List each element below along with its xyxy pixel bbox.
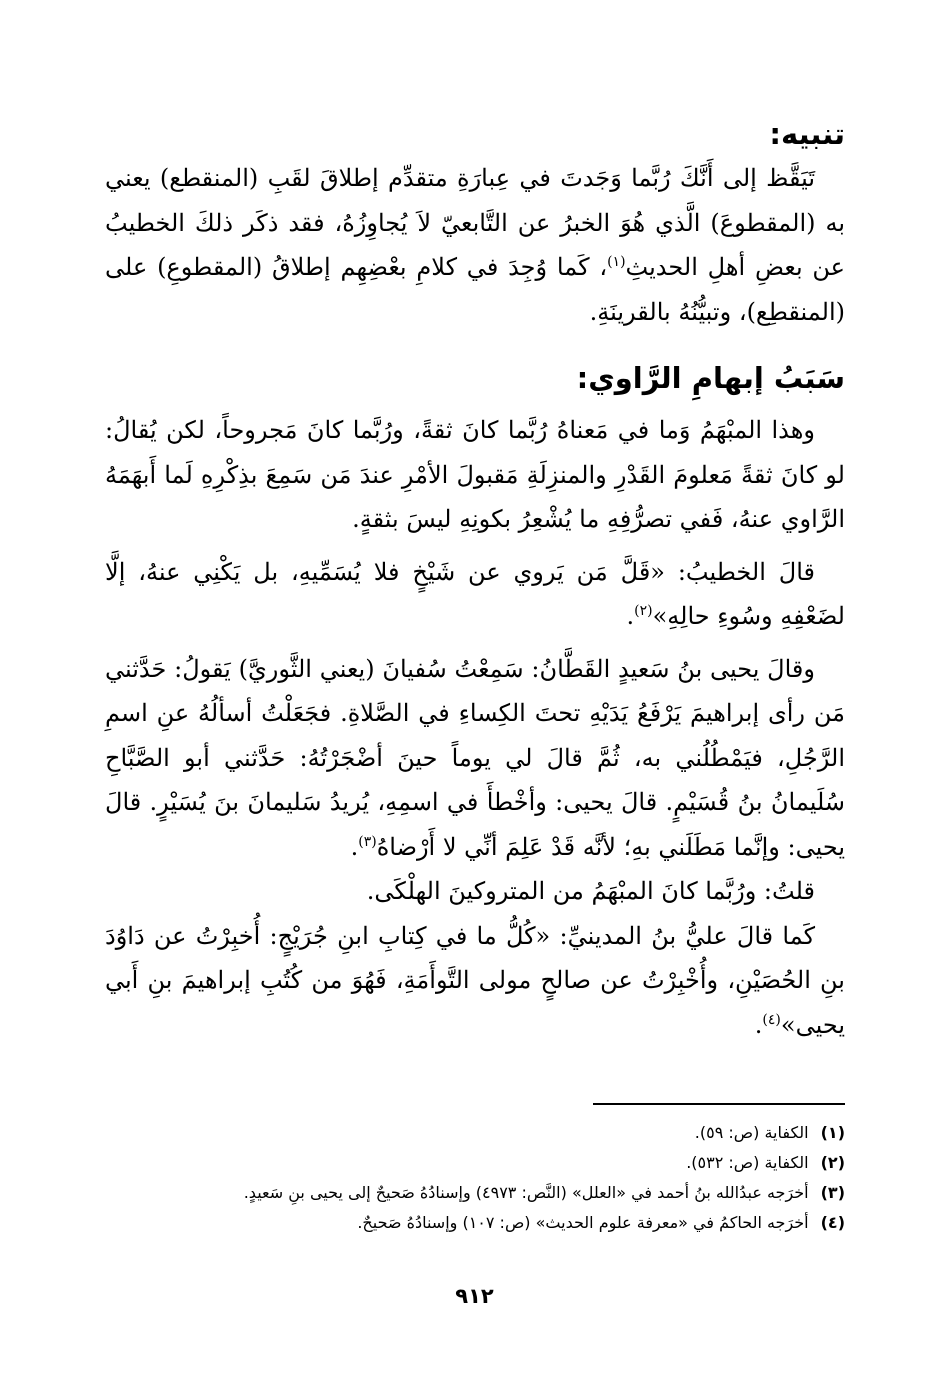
spacer <box>105 400 845 408</box>
footnote-text: أخرَجه الحاكمُ في «معرفة علوم الحديث» (ص: ١٠٧) وإسنادُهُ صَحيحٌ. <box>357 1213 809 1232</box>
paragraph-madini <box>105 914 845 1048</box>
paragraph-tail: . <box>626 602 635 630</box>
footnote-number: (١) <box>820 1123 845 1142</box>
paragraph-text: كَما قالَ عليُّ بنُ المدينيِّ: «كُلُّ ما في كِتابِ ابنِ جُرَيْجٍ: أُخبِرْتُ عن دَاوُدَ بنِ الحُصَيْنِ، وأُخْبِرْتُ عن صالحٍ مولى التَّوأَمَةِ، فَهُوَ من كُتُبِ إبراهيمَ بنِ أَبي يحيى» <box>105 921 845 1039</box>
paragraph-text: وهذا المبْهَمُ وَما في مَعناهُ رُبَّما كانَ ثقةً، ورُبَّما كانَ مَجروحاً، لكن يُقالُ: لو كانَ ثقةً مَعلومَ القَدْرِ والمنزِلَةِ مَقبولَ الأمْرِ عندَ مَن سَمِعَ بذِكْرِهِ لَما أَبهَمَهُ الرَّاوي عنهُ، فَفي تصرُّفِهِ ما يُشْعِرُ بكونِهِ ليسَ بثقةٍ. <box>105 416 845 533</box>
footnote-ref[interactable]: (٣) <box>358 833 377 850</box>
footnote-text: الكفاية (ص: ٥٣٢). <box>686 1153 809 1172</box>
paragraph-text: تَيَقَّظ إلى أَنَّكَ رُبَّما وَجَدتَ في عِبارَةِ متقدِّم إطلاقَ لقَبِ (المنقطع) يعني به (المقطوعَ) الَّذي هُوَ الخبرُ عن التَّابعيّ لاَ يُجاوِزُهُ، فقد ذكَر ذلكَ الخطيبُ عن بعضِ أهلِ الحديثِ <box>105 164 846 281</box>
paragraph-qultu <box>105 869 845 914</box>
footnote-text: الكفاية (ص: ٥٩). <box>694 1123 809 1142</box>
footnote-number: (٤) <box>820 1213 845 1232</box>
spacer <box>105 639 845 647</box>
footnote-ref[interactable]: (١) <box>607 254 626 270</box>
section-heading-tanbih: تنبيه: <box>769 117 845 151</box>
footnote-ref[interactable]: (٤) <box>762 1011 781 1028</box>
footnote-divider <box>593 1103 845 1105</box>
paragraph-text: قلتُ: ورُبَّما كانَ المبْهَمُ من المتروكينَ الهلْكَى. <box>366 877 815 905</box>
paragraph-khatib <box>105 550 845 639</box>
paragraph-text: قالَ الخطيبُ: «قَلَّ مَن يَروي عن شَيْخٍ فلا يُسَمِّيهِ، بل يَكْنِي عنهُ، إلَّا لضَعْفِهِ وسُوءِ حالِهِ» <box>105 557 845 630</box>
section-heading-narrator: سَبَبُ إبهامِ الرَّاوي: <box>576 361 845 395</box>
spacer <box>105 542 845 550</box>
spacer <box>105 334 845 356</box>
paragraph-yahya <box>105 647 845 870</box>
footnote-item <box>105 1148 845 1178</box>
footnote-number: (٣) <box>820 1183 845 1202</box>
footnote-number: (٢) <box>820 1153 845 1172</box>
paragraph-mubham <box>105 408 845 542</box>
page-number: ٩١٢ <box>455 1284 494 1308</box>
paragraph-tail: ، كَما وُجِدَ في كلامِ بعْضِهِم إطلاقُ (المقطوعِ) على (المنقطِع)، وتبيُّنُهُ بالقرينَةِ. <box>105 253 845 326</box>
footnote-ref[interactable]: (٢) <box>634 603 653 619</box>
footnote-item <box>105 1178 845 1208</box>
footnote-item <box>105 1118 845 1148</box>
paragraph-tail: . <box>350 832 359 861</box>
footnote-text: أخرَجه عبدُالله بنُ أحمد في «العلل» (النَّص: ٤٩٧٣) وإسنادُهُ صَحيحٌ إلى يحيى بنِ سَعيدٍ. <box>243 1183 809 1202</box>
footnote-item <box>105 1208 845 1238</box>
paragraph-tail: . <box>754 1010 763 1039</box>
main-text <box>105 112 845 1047</box>
paragraph-tanbih <box>105 156 845 334</box>
paragraph-text: وقالَ يحيى بنُ سَعيدٍ القَطَّانُ: سَمِعْتُ سُفيانَ (يعني الثَّوريَّ) يَقولُ: حَدَّثني مَن رأى إبراهيمَ يَرْفَعُ يَدَيْهِ تحتَ الكِساءِ في الصَّلاةِ. فجَعَلْتُ أسألُهُ عنِ اسمِ الرَّجُلِ، فيَمْطُلُني به، ثُمَّ قالَ لي يوماً حينَ أضْجَرْتُهُ: حَدَّثني أبو الصَّبَّاحِ سُلَيمانُ بنُ قُسَيْمٍ. قالَ يحيى: وأخْطأَ في اسمِهِ، يُريدُ سَليمانَ بنَ يُسَيْرٍ. قالَ يحيى: وإنَّما مَطَلَني بهِ؛ لأنَّه قَدْ عَلِمَ أنِّي لا أَرْضاهُ <box>105 654 845 861</box>
footnotes-list <box>105 1118 845 1238</box>
